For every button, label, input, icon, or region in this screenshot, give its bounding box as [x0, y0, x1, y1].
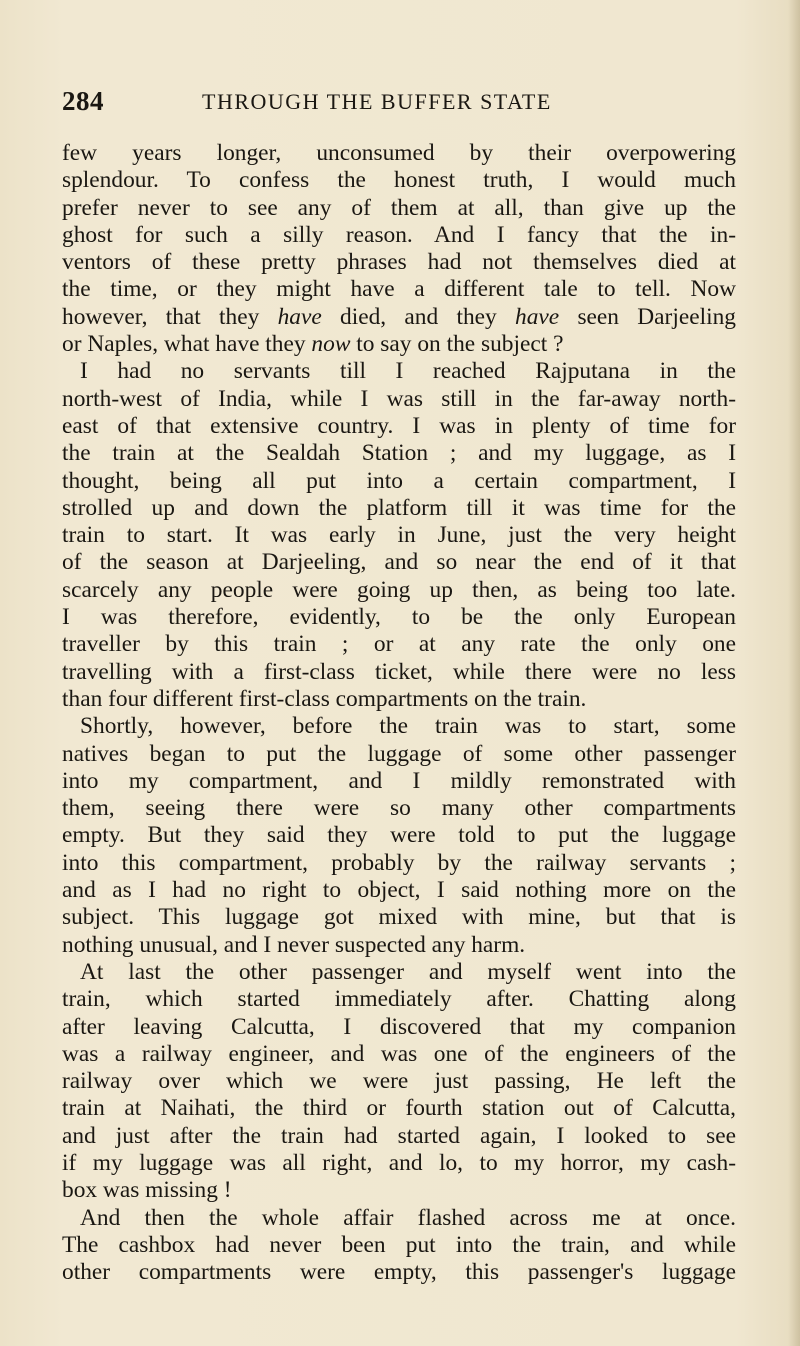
text-line: traveller by this train ; or at any rate the only one [62, 631, 736, 658]
text-line: the time, or they might have a different tale to tell. Now [62, 276, 736, 303]
text-line: other compartments were empty, this passenger's luggage [62, 1259, 736, 1286]
page-number: 284 [62, 86, 104, 116]
text-line: scarcely any people were going up then, as being too late. [62, 576, 736, 603]
text-line: north-west of India, while I was still in the far-away north- [62, 385, 736, 412]
body-text [62, 140, 736, 1286]
text-line: subject. This luggage got mixed with mine, but that is [62, 904, 736, 931]
text-line: I had no servants till I reached Rajputana in the [80, 358, 736, 385]
text-line: ventors of these pretty phrases had not themselves died at [62, 249, 736, 276]
text-line: into this compartment, probably by the railway servants ; [62, 849, 736, 876]
text-segment: however, that they [62, 303, 278, 330]
text-line: if my luggage was all right, and lo, to my horror, my cash- [62, 1149, 736, 1176]
text-line: the train at the Sealdah Station ; and my luggage, as I [62, 440, 736, 467]
text-line [62, 304, 736, 331]
italic-word: have [515, 303, 560, 330]
text-segment: seen Darjeeling [559, 303, 736, 330]
text-line: and as I had no right to object, I said nothing more on the [62, 877, 736, 904]
text-line: prefer never to see any of them at all, than give up the [62, 194, 736, 221]
text-line: and just after the train had started again, I looked to see [62, 1122, 736, 1149]
running-head [62, 86, 722, 122]
text-line: east of that extensive country. I was in plenty of time for [62, 412, 736, 439]
text-line: box was missing ! [62, 1177, 232, 1204]
running-title: THROUGH THE BUFFER STATE [202, 89, 552, 114]
text-line: than four different first-class compartments on the train. [62, 685, 587, 712]
text-segment: died, and they [321, 303, 516, 330]
text-line: And then the whole affair flashed across me at once. [80, 1204, 736, 1231]
text-line [62, 331, 736, 358]
text-line: train, which started immediately after. Chatting along [62, 986, 736, 1013]
text-line: The cashbox had never been put into the train, and while [62, 1231, 736, 1258]
italic-word: have [277, 303, 322, 330]
text-line: natives began to put the luggage of some other passenger [62, 740, 736, 767]
text-line: into my compartment, and I mildly remonstrated with [62, 767, 736, 794]
text-line: after leaving Calcutta, I discovered that my companion [62, 1013, 736, 1040]
text-line: empty. But they said they were told to put the luggage [62, 822, 736, 849]
page-edge-shadow [788, 0, 800, 1346]
text-line: thought, being all put into a certain compartment, I [62, 467, 736, 494]
text-line: was a railway engineer, and was one of the engineers of the [62, 1040, 736, 1067]
text-line: railway over which we were just passing, He left the [62, 1068, 736, 1095]
text-line: them, seeing there were so many other compartments [62, 795, 736, 822]
text-line: Shortly, however, before the train was to start, some [80, 713, 736, 740]
text-line: I was therefore, evidently, to be the only European [62, 604, 736, 631]
text-line: strolled up and down the platform till it was time for the [62, 494, 736, 521]
text-line: splendour. To confess the honest truth, I would much [62, 167, 736, 194]
text-line: travelling with a first-class ticket, while there were no less [62, 658, 736, 685]
text-line: train to start. It was early in June, just the very height [62, 522, 736, 549]
text-segment: to say on the subject ? [350, 331, 564, 358]
italic-word: now [311, 331, 351, 358]
text-line: of the season at Darjeeling, and so near the end of it that [62, 549, 736, 576]
text-line: At last the other passenger and myself went into the [80, 958, 736, 985]
text-line: ghost for such a silly reason. And I fancy that the in- [62, 221, 736, 248]
text-line: train at Naihati, the third or fourth station out of Calcutta, [62, 1095, 736, 1122]
text-line: nothing unusual, and I never suspected any harm. [62, 931, 526, 958]
text-line: few years longer, unconsumed by their overpowering [62, 140, 736, 166]
text-segment: or Naples, what have they [62, 331, 312, 358]
